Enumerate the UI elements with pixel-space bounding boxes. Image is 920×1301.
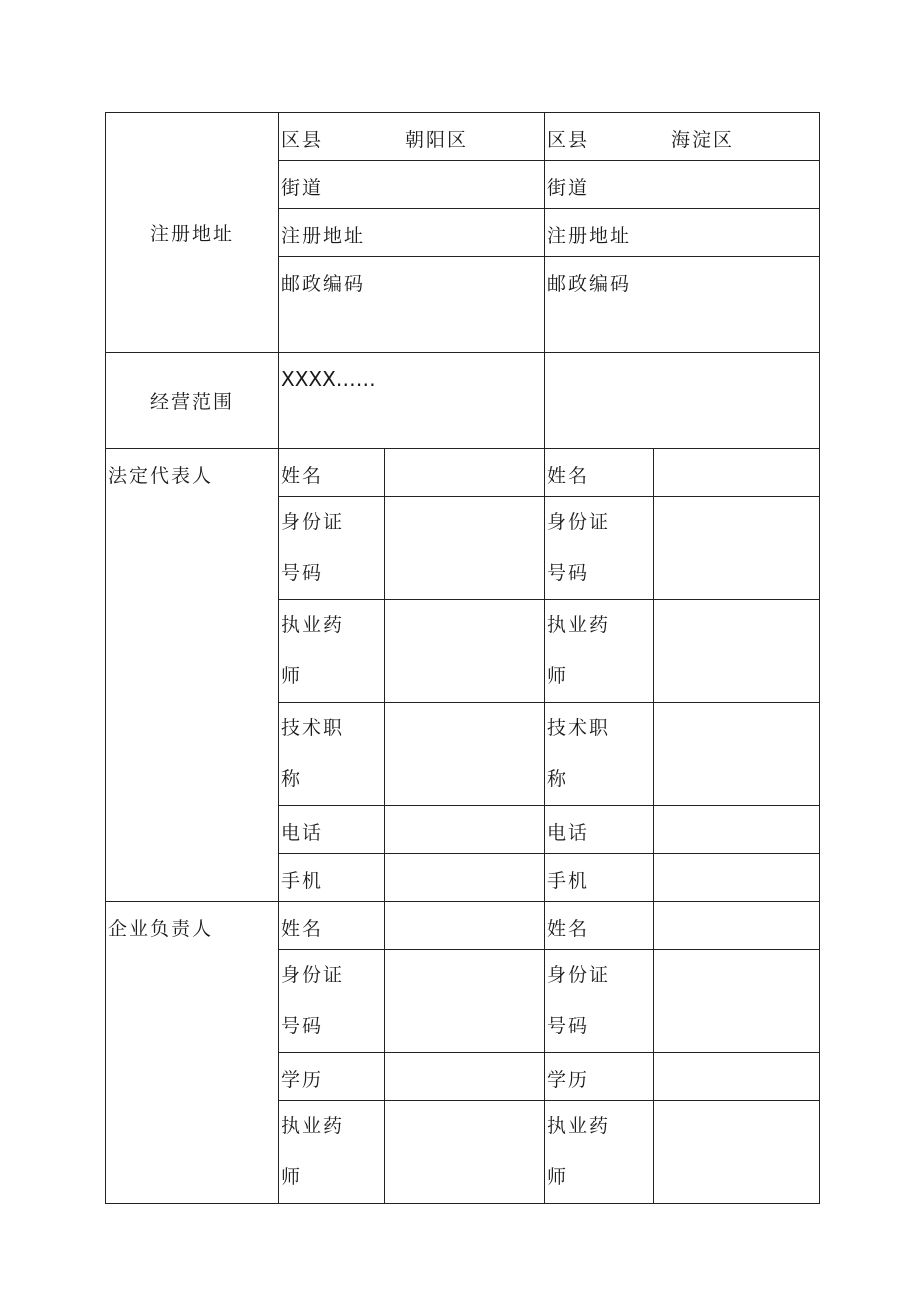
legal-pharmacist-right-input[interactable] (654, 600, 820, 703)
legal-pharmacist-left-input[interactable] (385, 600, 545, 703)
legal-mobile-label: 手机 (279, 854, 385, 902)
head-name-left-input[interactable] (385, 902, 545, 950)
right-district-value: 海淀区 (671, 129, 735, 151)
legal-pharmacist-label-line1: 执业药 (281, 614, 345, 636)
head-education-label: 学历 (279, 1053, 385, 1101)
legal-name-left-input[interactable] (385, 449, 545, 497)
head-name-label-right: 姓名 (545, 902, 654, 950)
head-id-label-right (545, 950, 654, 1053)
head-id-label-right-line1: 身份证 (547, 964, 611, 986)
legal-mobile-right-input[interactable] (654, 854, 820, 902)
legal-title-label-line1: 技术职 (281, 717, 345, 739)
head-education-label-right: 学历 (545, 1053, 654, 1101)
legal-pharmacist-label-right (545, 600, 654, 703)
legal-pharmacist-label (279, 600, 385, 703)
head-pharmacist-right-input[interactable] (654, 1101, 820, 1204)
legal-id-label (279, 497, 385, 600)
enterprise-head-label: 企业负责人 (106, 902, 279, 1204)
legal-pharmacist-label-right-line1: 执业药 (547, 614, 611, 636)
registered-address-label: 注册地址 (106, 113, 279, 353)
right-district-label: 区县 (547, 129, 590, 151)
legal-title-left-input[interactable] (385, 703, 545, 806)
legal-pharmacist-label-line2: 师 (281, 665, 303, 687)
legal-id-label-right-line2: 号码 (547, 562, 590, 584)
head-name-label: 姓名 (279, 902, 385, 950)
head-id-left-input[interactable] (385, 950, 545, 1053)
legal-mobile-label-right: 手机 (545, 854, 654, 902)
legal-phone-right-input[interactable] (654, 806, 820, 854)
legal-name-label-right: 姓名 (545, 449, 654, 497)
legal-phone-label: 电话 (279, 806, 385, 854)
left-postcode-field[interactable]: 邮政编码 (279, 257, 545, 353)
head-pharmacist-label-right-line2: 师 (547, 1166, 569, 1188)
head-id-label-line1: 身份证 (281, 964, 345, 986)
legal-id-right-input[interactable] (654, 497, 820, 600)
registration-form-table (105, 112, 820, 1204)
head-pharmacist-label-line1: 执业药 (281, 1115, 345, 1137)
head-pharmacist-label-line2: 师 (281, 1166, 303, 1188)
legal-name-label: 姓名 (279, 449, 385, 497)
head-pharmacist-label (279, 1101, 385, 1204)
legal-pharmacist-label-right-line2: 师 (547, 665, 569, 687)
head-pharmacist-label-right-line1: 执业药 (547, 1115, 611, 1137)
legal-id-label-right (545, 497, 654, 600)
left-district-cell[interactable] (279, 113, 545, 161)
left-business-scope-field[interactable]: XXXX…… (279, 353, 545, 449)
left-district-label: 区县 (281, 129, 324, 151)
legal-title-label-right (545, 703, 654, 806)
legal-id-label-line1: 身份证 (281, 511, 345, 533)
legal-title-label (279, 703, 385, 806)
left-street-field[interactable]: 街道 (279, 161, 545, 209)
right-postcode-field[interactable]: 邮政编码 (545, 257, 820, 353)
head-id-right-input[interactable] (654, 950, 820, 1053)
legal-title-right-input[interactable] (654, 703, 820, 806)
head-education-right-input[interactable] (654, 1053, 820, 1101)
right-district-cell[interactable] (545, 113, 820, 161)
legal-id-label-right-line1: 身份证 (547, 511, 611, 533)
head-pharmacist-left-input[interactable] (385, 1101, 545, 1204)
legal-title-label-right-line1: 技术职 (547, 717, 611, 739)
head-education-left-input[interactable] (385, 1053, 545, 1101)
legal-name-right-input[interactable] (654, 449, 820, 497)
left-address-field[interactable]: 注册地址 (279, 209, 545, 257)
left-district-value: 朝阳区 (405, 129, 469, 151)
right-address-field[interactable]: 注册地址 (545, 209, 820, 257)
legal-phone-left-input[interactable] (385, 806, 545, 854)
legal-title-label-line2: 称 (281, 768, 303, 790)
head-id-label-line2: 号码 (281, 1015, 324, 1037)
legal-id-label-line2: 号码 (281, 562, 324, 584)
right-street-field[interactable]: 街道 (545, 161, 820, 209)
head-name-right-input[interactable] (654, 902, 820, 950)
legal-representative-label: 法定代表人 (106, 449, 279, 902)
legal-id-left-input[interactable] (385, 497, 545, 600)
head-id-label (279, 950, 385, 1053)
right-business-scope-field[interactable] (545, 353, 820, 449)
head-pharmacist-label-right (545, 1101, 654, 1204)
head-id-label-right-line2: 号码 (547, 1015, 590, 1037)
legal-mobile-left-input[interactable] (385, 854, 545, 902)
legal-phone-label-right: 电话 (545, 806, 654, 854)
business-scope-label: 经营范围 (106, 353, 279, 449)
legal-title-label-right-line2: 称 (547, 768, 569, 790)
